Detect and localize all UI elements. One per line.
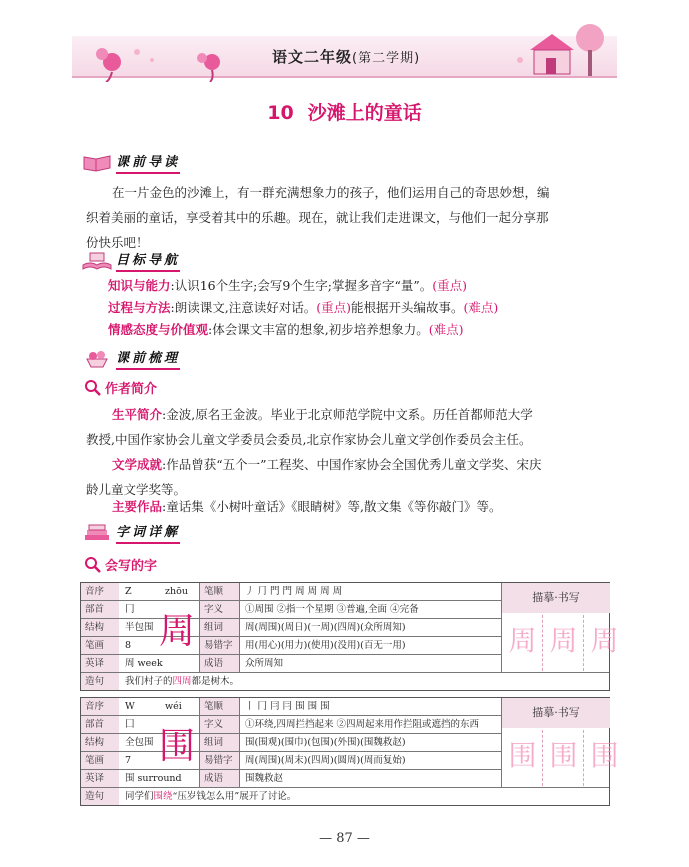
english-value: 围 surround bbox=[125, 773, 182, 784]
goal-text: :体会课文丰富的想象,初步培养想象力。 bbox=[208, 322, 429, 337]
section-heading: 目标导航 bbox=[116, 249, 180, 272]
subsection-heading: 会写的字 bbox=[105, 559, 158, 574]
achievement-text: 龄儿童文学奖等。 bbox=[86, 482, 187, 497]
preview-line: 份快乐吧！ bbox=[86, 235, 149, 250]
trace-char: 围 bbox=[508, 739, 537, 772]
pinyin-value: wéi bbox=[165, 701, 182, 712]
label-jiegou: 结构 bbox=[81, 734, 119, 751]
trace-characters bbox=[502, 619, 625, 659]
label-bushou: 部首 bbox=[81, 601, 119, 618]
label-zaoju: 造句 bbox=[81, 673, 119, 690]
sentence-highlight: 四周 bbox=[172, 676, 192, 687]
label-yicuo: 易错字 bbox=[200, 752, 239, 769]
goal-label: 知识与能力 bbox=[108, 278, 171, 293]
label-jiegou: 结构 bbox=[81, 619, 119, 636]
flower-basket-icon bbox=[82, 347, 112, 369]
char-card bbox=[80, 582, 619, 691]
subsection-author bbox=[84, 378, 157, 397]
label-yicuo: 易错字 bbox=[200, 637, 239, 654]
bio-text: 教授,中国作家协会儿童文学委员会委员,北京作家协会儿童文学创作委员会主任。 bbox=[86, 432, 532, 447]
char-card bbox=[80, 697, 619, 806]
sentence-part: 同学们 bbox=[125, 791, 154, 802]
preview-line: 织着美丽的童话，享受着其中的乐趣。现在，就让我们走进课文，与他们一起分享那 bbox=[86, 210, 549, 225]
jiegou-value: 半包围 bbox=[125, 622, 154, 633]
open-book-icon bbox=[82, 249, 112, 271]
bio-label: 生平简介 bbox=[112, 407, 163, 422]
preview-paragraph bbox=[86, 180, 608, 255]
goal-tag: (难点) bbox=[428, 322, 464, 337]
author-works bbox=[86, 494, 608, 519]
trace-char: 周 bbox=[549, 624, 578, 657]
achievement-text: :作品曾获“五个一”工程奖、中国作家协会全国优秀儿童文学奖、宋庆 bbox=[162, 457, 542, 472]
goal-text: 能根据开头编故事。 bbox=[350, 300, 464, 315]
label-ziyi: 字义 bbox=[200, 601, 239, 618]
lesson-name: 沙滩上的童话 bbox=[307, 102, 422, 124]
goal-tag: (难点) bbox=[463, 300, 499, 315]
label-chengyu: 成语 bbox=[200, 770, 239, 787]
goal-tag: (重点) bbox=[432, 278, 468, 293]
works-text: :童话集《小树叶童话》《眼睛树》等,散文集《等你敲门》等。 bbox=[162, 499, 502, 514]
label-bushou: 部首 bbox=[81, 716, 119, 733]
yinxu-value: Z bbox=[125, 586, 132, 597]
label-yinxu: 音序 bbox=[81, 698, 119, 715]
page-number: — 87 — bbox=[319, 831, 370, 846]
confusable-value: 用(用心)(用力)(使用)(没用)(百无一用) bbox=[245, 640, 406, 651]
trace-char: 围 bbox=[549, 739, 578, 772]
goal-label: 情感态度与价值观 bbox=[108, 322, 209, 337]
idiom-value: 众所周知 bbox=[245, 658, 284, 669]
label-zuci: 组词 bbox=[200, 619, 239, 636]
idiom-value: 围魏救赵 bbox=[245, 773, 284, 784]
trace-char: 周 bbox=[508, 624, 537, 657]
goal-item bbox=[108, 276, 467, 296]
header-title bbox=[272, 46, 420, 67]
preview-line: 在一片金色的沙滩上，有一群充满想象力的孩子，他们运用自己的奇思妙想，编 bbox=[112, 185, 550, 200]
subsection-heading: 作者简介 bbox=[105, 382, 158, 397]
example-sentence bbox=[121, 673, 601, 690]
bihua-value: 7 bbox=[125, 755, 132, 766]
section-goals bbox=[82, 248, 180, 272]
book-icon bbox=[82, 151, 112, 173]
goal-label: 过程与方法 bbox=[108, 300, 171, 315]
pinyin-value: zhōu bbox=[165, 586, 188, 597]
bushou-value: 囗 bbox=[125, 719, 135, 730]
label-yinxu: 音序 bbox=[81, 583, 119, 600]
author-bio bbox=[86, 402, 608, 452]
works-label: 主要作品 bbox=[112, 499, 163, 514]
achievement-label: 文学成就 bbox=[112, 457, 163, 472]
example-sentence bbox=[121, 788, 601, 805]
bihua-value: 8 bbox=[125, 640, 132, 651]
page-header bbox=[72, 14, 617, 90]
bushou-value: 冂 bbox=[125, 604, 135, 615]
book-subtitle: (第二学期) bbox=[352, 51, 421, 66]
section-heading: 字词详解 bbox=[116, 521, 180, 544]
stroke-order: 丨 冂 冃 冃 围 围 围 bbox=[245, 701, 330, 712]
label-yingyi: 英译 bbox=[81, 655, 119, 672]
sentence-part: 都是树木。 bbox=[191, 676, 240, 687]
words-value: 周(周围)(周日)(一周)(四周)(众所周知) bbox=[245, 622, 406, 633]
label-bishun: 笔顺 bbox=[200, 583, 239, 600]
yinxu-value: W bbox=[125, 701, 135, 712]
sentence-highlight: 围绕 bbox=[153, 791, 173, 802]
sentence-part: 我们村子的 bbox=[125, 676, 173, 687]
goal-item bbox=[108, 298, 498, 318]
trace-heading: 描摹·书写 bbox=[501, 583, 610, 613]
label-yingyi: 英译 bbox=[81, 770, 119, 787]
label-zaoju: 造句 bbox=[81, 788, 119, 805]
magnifier-icon bbox=[84, 379, 102, 397]
label-zuci: 组词 bbox=[200, 734, 239, 751]
meaning-value: ①周围 ②指一个星期 ③普遍,全面 ④完备 bbox=[245, 604, 419, 615]
bio-text: :金波,原名王金波。毕业于北京师范学院中文系。历任首都师范大学 bbox=[162, 407, 533, 422]
meaning-value: ①环绕,四周拦挡起来 ②四周起来用作拦阻或遮挡的东西 bbox=[245, 719, 480, 730]
trace-char: 周 bbox=[590, 624, 619, 657]
lesson-title bbox=[0, 98, 689, 125]
jiegou-value: 全包围 bbox=[125, 737, 154, 748]
stroke-order: 丿 ⺆ 門 門 周 周 周 周 bbox=[245, 586, 343, 597]
main-character: 周 bbox=[159, 611, 196, 652]
goal-tag: (重点) bbox=[316, 300, 351, 315]
label-chengyu: 成语 bbox=[200, 655, 239, 672]
book-title: 语文二年级 bbox=[272, 48, 353, 66]
lesson-number: 10 bbox=[267, 102, 294, 124]
stacked-books-icon bbox=[82, 521, 112, 543]
section-heading: 课前导读 bbox=[116, 151, 180, 174]
main-character: 围 bbox=[159, 726, 196, 767]
goal-text: :认识16个生字;会写9个生字;掌握多音字“量”。 bbox=[170, 278, 433, 293]
trace-char: 围 bbox=[590, 739, 619, 772]
section-review bbox=[82, 346, 180, 370]
section-vocab bbox=[82, 520, 180, 544]
label-bishun: 笔顺 bbox=[200, 698, 239, 715]
confusable-value: 周(周围)(周末)(四周)(圆周)(周而复始) bbox=[245, 755, 406, 766]
magnifier-icon bbox=[84, 556, 102, 574]
goal-text: :朗读课文,注意读好对话。 bbox=[170, 300, 317, 315]
section-heading: 课前梳理 bbox=[116, 347, 180, 370]
subsection-write-chars bbox=[84, 555, 157, 574]
english-value: 周 week bbox=[125, 658, 163, 669]
goal-item bbox=[108, 320, 463, 340]
label-bihua: 笔画 bbox=[81, 637, 119, 654]
sentence-part: “压岁钱怎么用”展开了讨论。 bbox=[172, 791, 297, 802]
flower-decoration-icon bbox=[82, 32, 232, 82]
label-ziyi: 字义 bbox=[200, 716, 239, 733]
trace-characters bbox=[502, 734, 625, 774]
label-bihua: 笔画 bbox=[81, 752, 119, 769]
section-preview bbox=[82, 150, 180, 174]
house-decoration-icon bbox=[512, 20, 612, 80]
words-value: 围(围观)(围巾)(包围)(外围)(围魏救赵) bbox=[245, 737, 406, 748]
trace-heading: 描摹·书写 bbox=[501, 698, 610, 728]
